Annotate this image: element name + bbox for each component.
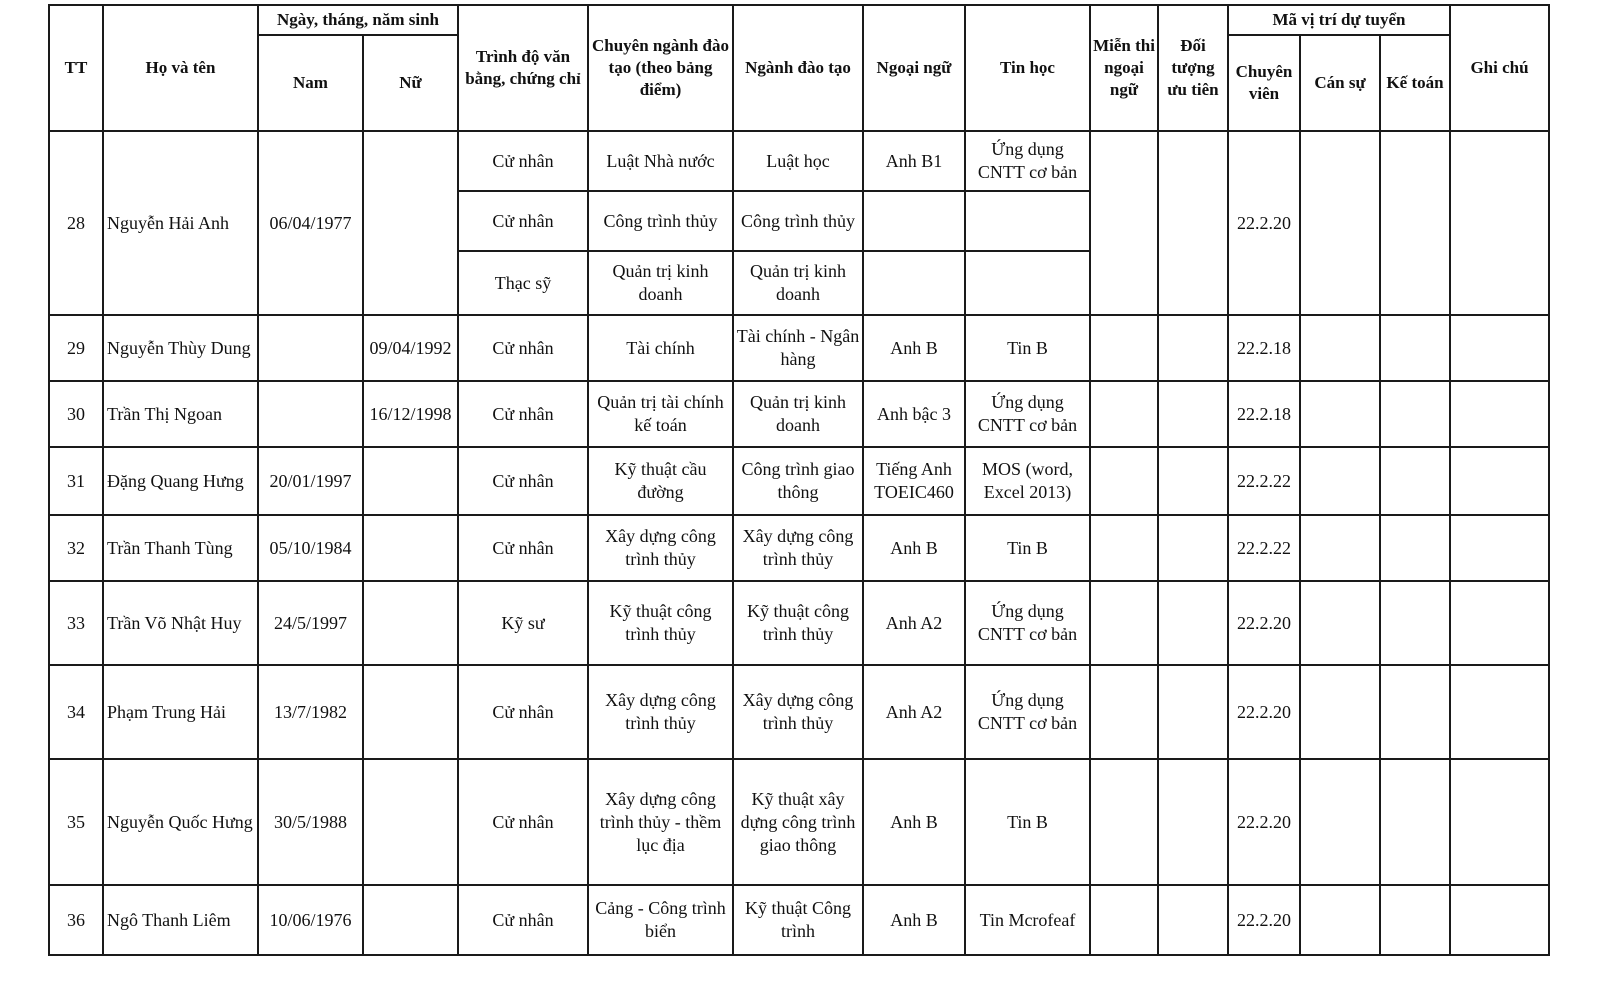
cell-language: Anh B [863,315,965,381]
cell-dob-female [363,581,458,665]
cell-code-accountant [1380,885,1450,955]
header-position-code: Mã vị trí dự tuyển [1228,5,1450,35]
cell-code-accountant [1380,759,1450,885]
cell-it: MOS (word, Excel 2013) [965,447,1090,515]
header-accountant: Kế toán [1380,35,1450,131]
header-note: Ghi chú [1450,5,1549,131]
cell-exempt [1090,131,1158,315]
cell-degree: Cử nhân [458,447,588,515]
cell-language: Anh A2 [863,581,965,665]
header-officer: Cán sự [1300,35,1380,131]
cell-field: Luật học [733,131,863,191]
cell-priority [1158,885,1228,955]
table-row [49,665,1549,759]
cell-code-accountant [1380,315,1450,381]
cell-language: Tiếng Anh TOEIC460 [863,447,965,515]
cell-language: Anh B1 [863,131,965,191]
cell-dob-male [258,315,363,381]
cell-code-officer [1300,131,1380,315]
cell-note [1450,131,1549,315]
cell-note [1450,759,1549,885]
cell-field: Kỹ thuật xây dựng công trình giao thông [733,759,863,885]
cell-note [1450,515,1549,581]
cell-note [1450,665,1549,759]
cell-tt: 30 [49,381,103,447]
cell-name: Đặng Quang Hưng [103,447,258,515]
cell-name: Trần Thị Ngoan [103,381,258,447]
cell-exempt [1090,315,1158,381]
header-language: Ngoại ngữ [863,5,965,131]
cell-field: Công trình giao thông [733,447,863,515]
cell-it: Tin B [965,515,1090,581]
header-specialty: Chuyên ngành đào tạo (theo bảng điểm) [588,5,733,131]
table-row [49,315,1549,381]
cell-code-specialist: 22.2.20 [1228,665,1300,759]
cell-it: Tin B [965,759,1090,885]
cell-dob-male: 20/01/1997 [258,447,363,515]
cell-exempt [1090,665,1158,759]
table-row [49,381,1549,447]
cell-it: Ứng dụng CNTT cơ bản [965,381,1090,447]
cell-language: Anh bậc 3 [863,381,965,447]
cell-field: Kỹ thuật công trình thủy [733,581,863,665]
cell-field: Quản trị kinh doanh [733,381,863,447]
candidate-table [48,4,1550,956]
cell-degree: Cử nhân [458,665,588,759]
cell-degree: Thạc sỹ [458,251,588,315]
cell-specialty: Xây dựng công trình thủy [588,515,733,581]
cell-dob-female: 09/04/1992 [363,315,458,381]
cell-specialty: Xây dựng công trình thủy - thềm lục địa [588,759,733,885]
cell-tt: 36 [49,885,103,955]
cell-priority [1158,581,1228,665]
cell-it: Ứng dụng CNTT cơ bản [965,131,1090,191]
cell-priority [1158,515,1228,581]
cell-tt: 31 [49,447,103,515]
cell-specialty: Tài chính [588,315,733,381]
cell-code-officer [1300,665,1380,759]
cell-degree: Cử nhân [458,515,588,581]
cell-language: Anh B [863,515,965,581]
cell-exempt [1090,885,1158,955]
cell-code-officer [1300,759,1380,885]
table-row [49,581,1549,665]
cell-code-specialist: 22.2.22 [1228,515,1300,581]
cell-code-officer [1300,885,1380,955]
cell-specialty: Quản trị kinh doanh [588,251,733,315]
cell-specialty: Cảng - Công trình biển [588,885,733,955]
cell-specialty: Xây dựng công trình thủy [588,665,733,759]
cell-language: Anh B [863,759,965,885]
cell-field: Công trình thủy [733,191,863,251]
cell-exempt [1090,381,1158,447]
cell-code-specialist: 22.2.20 [1228,581,1300,665]
table-row [49,131,1549,191]
cell-degree: Cử nhân [458,759,588,885]
cell-tt: 34 [49,665,103,759]
cell-code-officer [1300,381,1380,447]
cell-it [965,251,1090,315]
cell-dob-male: 06/04/1977 [258,131,363,315]
cell-specialty: Kỹ thuật công trình thủy [588,581,733,665]
table-row [49,447,1549,515]
cell-field: Quản trị kinh doanh [733,251,863,315]
cell-tt: 29 [49,315,103,381]
header-specialist: Chuyên viên [1228,35,1300,131]
header-female: Nữ [363,35,458,131]
header-exempt: Miễn thi ngoại ngữ [1090,5,1158,131]
cell-priority [1158,665,1228,759]
cell-code-accountant [1380,665,1450,759]
header-degree: Trình độ văn bằng, chứng chỉ [458,5,588,131]
cell-code-accountant [1380,447,1450,515]
table-row [49,759,1549,885]
cell-code-officer [1300,447,1380,515]
table-row [49,515,1549,581]
cell-dob-male [258,381,363,447]
cell-name: Nguyễn Thùy Dung [103,315,258,381]
cell-language: Anh A2 [863,665,965,759]
cell-degree: Kỹ sư [458,581,588,665]
cell-tt: 28 [49,131,103,315]
cell-name: Trần Thanh Tùng [103,515,258,581]
header-priority: Đối tượng ưu tiên [1158,5,1228,131]
cell-dob-female: 16/12/1998 [363,381,458,447]
cell-code-specialist: 22.2.22 [1228,447,1300,515]
cell-code-officer [1300,315,1380,381]
candidate-document [48,4,1548,956]
cell-field: Xây dựng công trình thủy [733,665,863,759]
cell-it: Tin Mcrofeaf [965,885,1090,955]
cell-dob-male: 05/10/1984 [258,515,363,581]
cell-exempt [1090,447,1158,515]
cell-name: Phạm Trung Hải [103,665,258,759]
cell-it [965,191,1090,251]
cell-name: Trần Võ Nhật Huy [103,581,258,665]
cell-priority [1158,315,1228,381]
header-dob: Ngày, tháng, năm sinh [258,5,458,35]
cell-degree: Cử nhân [458,885,588,955]
cell-tt: 32 [49,515,103,581]
cell-code-accountant [1380,515,1450,581]
cell-priority [1158,131,1228,315]
cell-dob-female [363,515,458,581]
cell-exempt [1090,581,1158,665]
cell-dob-female [363,759,458,885]
cell-code-accountant [1380,581,1450,665]
cell-it: Tin B [965,315,1090,381]
cell-degree: Cử nhân [458,315,588,381]
table-row [49,885,1549,955]
cell-specialty: Kỹ thuật cầu đường [588,447,733,515]
cell-it: Ứng dụng CNTT cơ bản [965,665,1090,759]
cell-priority [1158,759,1228,885]
cell-specialty: Luật Nhà nước [588,131,733,191]
cell-exempt [1090,759,1158,885]
cell-name: Ngô Thanh Liêm [103,885,258,955]
cell-note [1450,581,1549,665]
cell-language [863,191,965,251]
cell-specialty: Quản trị tài chính kế toán [588,381,733,447]
cell-code-officer [1300,581,1380,665]
cell-tt: 35 [49,759,103,885]
cell-note [1450,885,1549,955]
cell-specialty: Công trình thủy [588,191,733,251]
cell-note [1450,381,1549,447]
cell-tt: 33 [49,581,103,665]
cell-priority [1158,447,1228,515]
cell-field: Xây dựng công trình thủy [733,515,863,581]
cell-field: Tài chính - Ngân hàng [733,315,863,381]
cell-dob-female [363,665,458,759]
cell-name: Nguyễn Hải Anh [103,131,258,315]
header-name: Họ và tên [103,5,258,131]
cell-it: Ứng dụng CNTT cơ bản [965,581,1090,665]
cell-dob-female [363,131,458,315]
cell-name: Nguyễn Quốc Hưng [103,759,258,885]
cell-language: Anh B [863,885,965,955]
cell-code-specialist: 22.2.20 [1228,759,1300,885]
header-tt: TT [49,5,103,131]
cell-dob-male: 30/5/1988 [258,759,363,885]
cell-note [1450,447,1549,515]
cell-language [863,251,965,315]
cell-code-specialist: 22.2.20 [1228,131,1300,315]
cell-code-officer [1300,515,1380,581]
header-it: Tin học [965,5,1090,131]
cell-code-specialist: 22.2.18 [1228,381,1300,447]
header-male: Nam [258,35,363,131]
cell-code-specialist: 22.2.20 [1228,885,1300,955]
cell-code-accountant [1380,131,1450,315]
cell-dob-male: 24/5/1997 [258,581,363,665]
cell-dob-female [363,447,458,515]
header-field: Ngành đào tạo [733,5,863,131]
cell-field: Kỹ thuật Công trình [733,885,863,955]
cell-degree: Cử nhân [458,131,588,191]
cell-exempt [1090,515,1158,581]
cell-degree: Cử nhân [458,191,588,251]
cell-dob-female [363,885,458,955]
cell-code-accountant [1380,381,1450,447]
cell-note [1450,315,1549,381]
cell-dob-male: 13/7/1982 [258,665,363,759]
cell-dob-male: 10/06/1976 [258,885,363,955]
cell-degree: Cử nhân [458,381,588,447]
cell-code-specialist: 22.2.18 [1228,315,1300,381]
cell-priority [1158,381,1228,447]
